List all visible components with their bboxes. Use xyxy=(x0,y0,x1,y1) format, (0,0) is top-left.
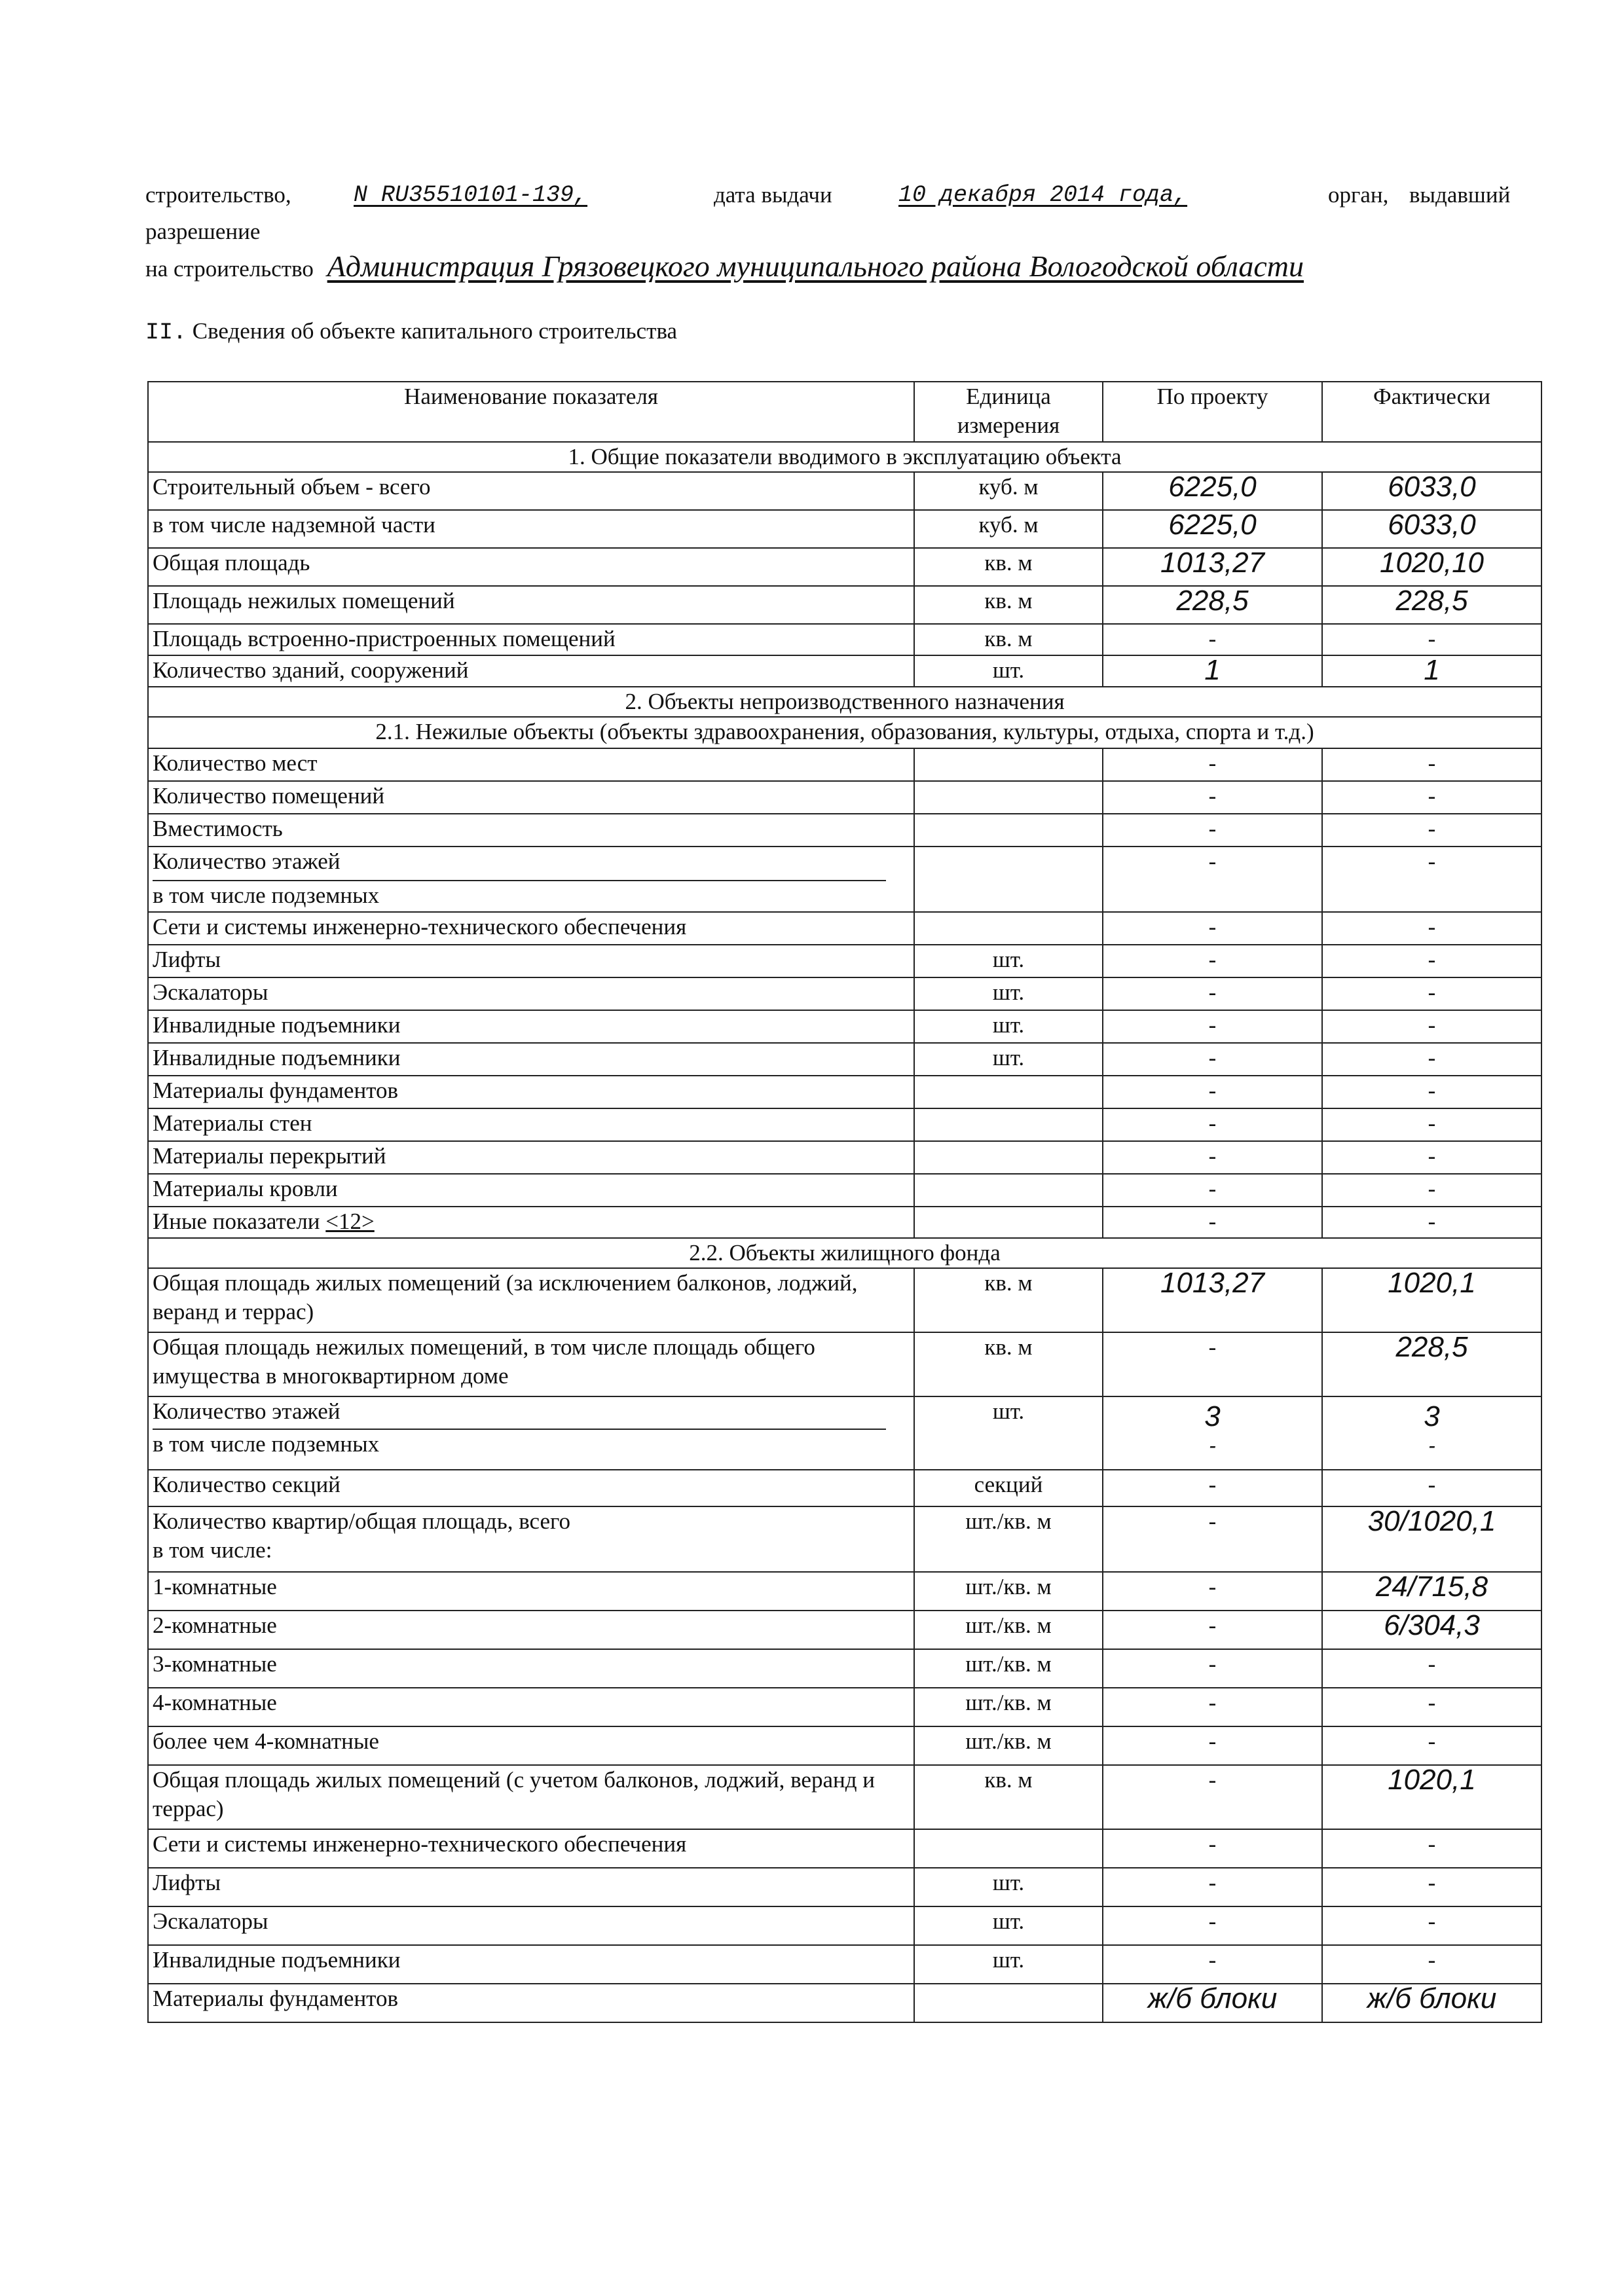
table-row xyxy=(148,1945,1541,1984)
table-row xyxy=(148,945,1541,977)
row-name: 1-комнатные xyxy=(148,1572,914,1611)
table-row xyxy=(148,1174,1541,1207)
row-name: Площадь нежилых помещений xyxy=(148,586,914,624)
table-row xyxy=(148,1649,1541,1688)
row-unit xyxy=(914,748,1103,781)
table-row xyxy=(148,912,1541,945)
table-header-row xyxy=(148,382,1541,442)
row-actual: 30/1020,1 xyxy=(1322,1506,1541,1572)
row-project: - xyxy=(1103,1829,1322,1868)
other-label: Иные показатели xyxy=(153,1209,320,1234)
row-name: Сети и системы инженерно-технического обеспечения xyxy=(148,1829,914,1868)
row-project: - xyxy=(1103,1506,1322,1572)
row-actual: - xyxy=(1322,1726,1541,1765)
row-unit: кв. м xyxy=(914,586,1103,624)
row-name: Количество секций xyxy=(148,1470,914,1506)
row-unit: шт./кв. м xyxy=(914,1611,1103,1649)
row-actual: - xyxy=(1322,912,1541,945)
row-project: - xyxy=(1103,1765,1322,1829)
table-row xyxy=(148,1906,1541,1945)
row-project: - xyxy=(1103,1906,1322,1945)
row-unit: шт. xyxy=(914,977,1103,1010)
row-project: - xyxy=(1103,624,1322,655)
row-actual: 228,5 xyxy=(1322,586,1541,624)
row-actual: 6033,0 xyxy=(1322,472,1541,510)
row-name: Инвалидные подъемники xyxy=(148,1043,914,1076)
section-roman: II. xyxy=(145,319,187,346)
row-actual: - xyxy=(1322,748,1541,781)
authority-name: Администрация Грязовецкого муниципального района Вологодской области xyxy=(327,249,1304,283)
row-name-line2: в том числе подземных xyxy=(153,883,380,908)
row-unit xyxy=(914,814,1103,847)
row-name-line1: Количество этажей xyxy=(153,847,886,881)
row-unit: шт./кв. м xyxy=(914,1688,1103,1726)
row-name-line1: Количество квартир/общая площадь, всего xyxy=(153,1508,570,1534)
table-row xyxy=(148,1076,1541,1108)
row-unit xyxy=(914,1174,1103,1207)
header-project: По проекту xyxy=(1103,382,1322,442)
row-actual: - xyxy=(1322,1076,1541,1108)
table-row xyxy=(148,586,1541,624)
row-actual: - xyxy=(1322,1470,1541,1506)
authority-prefix: на строительство xyxy=(145,256,314,282)
row-actual: - xyxy=(1322,1688,1541,1726)
header-actual: Фактически xyxy=(1322,382,1541,442)
row-name: Инвалидные подъемники xyxy=(148,1945,914,1984)
table-row xyxy=(148,655,1541,687)
permit-number: N RU35510101-139, xyxy=(354,182,588,208)
row-actual: - xyxy=(1322,847,1541,912)
table-row xyxy=(148,1984,1541,2022)
row-unit: шт. xyxy=(914,1945,1103,1984)
table-row xyxy=(148,748,1541,781)
row-name: Количество зданий, сооружений xyxy=(148,655,914,687)
row-name: Инвалидные подъемники xyxy=(148,1010,914,1043)
row-actual: - xyxy=(1322,1141,1541,1174)
row-unit: шт./кв. м xyxy=(914,1649,1103,1688)
table-row xyxy=(148,624,1541,655)
row-project: - xyxy=(1103,781,1322,814)
row-name: 4-комнатные xyxy=(148,1688,914,1726)
row-project: 6225,0 xyxy=(1103,472,1322,510)
row-name: более чем 4-комнатные xyxy=(148,1726,914,1765)
row-unit: кв. м xyxy=(914,548,1103,586)
row-project: - xyxy=(1103,1174,1322,1207)
row-name-line2: в том числе: xyxy=(153,1537,272,1563)
issue-date: 10 декабря 2014 года, xyxy=(898,182,1188,208)
row-project: - xyxy=(1103,1945,1322,1984)
section-2-1 xyxy=(148,717,1541,748)
row-unit: кв. м xyxy=(914,624,1103,655)
row-actual: - xyxy=(1322,1010,1541,1043)
row-name: Материалы фундаментов xyxy=(148,1076,914,1108)
table-row xyxy=(148,1141,1541,1174)
row-unit xyxy=(914,1829,1103,1868)
row-actual: - xyxy=(1322,1945,1541,1984)
row-project xyxy=(1103,1396,1322,1470)
row-actual: - xyxy=(1322,1868,1541,1906)
row-unit: кв. м xyxy=(914,1765,1103,1829)
table-row xyxy=(148,1043,1541,1076)
row-actual: 6/304,3 xyxy=(1322,1611,1541,1649)
row-name: Общая площадь xyxy=(148,548,914,586)
row-unit: куб. м xyxy=(914,472,1103,510)
table-row xyxy=(148,781,1541,814)
header-name: Наименование показателя xyxy=(148,382,914,442)
section-2-2 xyxy=(148,1238,1541,1268)
row-project: - xyxy=(1103,945,1322,977)
section-2 xyxy=(148,687,1541,717)
table-row xyxy=(148,472,1541,510)
section-title xyxy=(145,318,1539,346)
row-actual: 1020,10 xyxy=(1322,548,1541,586)
table-row xyxy=(148,1010,1541,1043)
row-project: - xyxy=(1103,1688,1322,1726)
table-row xyxy=(148,1726,1541,1765)
table-row xyxy=(148,814,1541,847)
table-row xyxy=(148,548,1541,586)
row-unit xyxy=(914,847,1103,912)
table-row xyxy=(148,1470,1541,1506)
row-actual: - xyxy=(1322,1174,1541,1207)
row-actual: 228,5 xyxy=(1322,1332,1541,1396)
authority-line xyxy=(145,249,1539,283)
row-unit: шт. xyxy=(914,945,1103,977)
permit-line xyxy=(145,182,1539,215)
table-row xyxy=(148,1207,1541,1238)
row-name xyxy=(148,1396,914,1470)
row-name: Материалы кровли xyxy=(148,1174,914,1207)
row-actual: - xyxy=(1322,814,1541,847)
row-project: - xyxy=(1103,1611,1322,1649)
row-unit xyxy=(914,1984,1103,2022)
row-unit xyxy=(914,912,1103,945)
row-project: - xyxy=(1103,814,1322,847)
row-actual: 1020,1 xyxy=(1322,1765,1541,1829)
row-name xyxy=(148,1207,914,1238)
table-row xyxy=(148,1829,1541,1868)
row-unit: шт. xyxy=(914,1906,1103,1945)
row-unit: шт./кв. м xyxy=(914,1506,1103,1572)
row-project: 1013,27 xyxy=(1103,548,1322,586)
row-project: - xyxy=(1103,1043,1322,1076)
row-name: Площадь встроенно-пристроенных помещений xyxy=(148,624,914,655)
row-project: - xyxy=(1103,748,1322,781)
row-project: - xyxy=(1103,1010,1322,1043)
row-name: Эскалаторы xyxy=(148,977,914,1010)
row-name: Эскалаторы xyxy=(148,1906,914,1945)
table-row xyxy=(148,1108,1541,1141)
row-name: Строительный объем - всего xyxy=(148,472,914,510)
header-unit: Единица измерения xyxy=(914,382,1103,442)
row-project: - xyxy=(1103,1726,1322,1765)
row-project: ж/б блоки xyxy=(1103,1984,1322,2022)
row-name-line1: Количество этажей xyxy=(153,1397,886,1430)
row-actual: - xyxy=(1322,1649,1541,1688)
row-actual: - xyxy=(1322,1108,1541,1141)
row-name: Материалы стен xyxy=(148,1108,914,1141)
table-row xyxy=(148,1396,1541,1470)
row-name xyxy=(148,1506,914,1572)
table-row xyxy=(148,1868,1541,1906)
row-actual xyxy=(1322,1396,1541,1470)
row-actual: 6033,0 xyxy=(1322,510,1541,548)
table-row xyxy=(148,1572,1541,1611)
row-unit: кв. м xyxy=(914,1268,1103,1332)
table-row xyxy=(148,1611,1541,1649)
row-name: 2-комнатные xyxy=(148,1611,914,1649)
row-name-line2: в том числе подземных xyxy=(153,1431,380,1457)
table-row xyxy=(148,1506,1541,1572)
row-project: - xyxy=(1103,1572,1322,1611)
row-project: - xyxy=(1103,1649,1322,1688)
table-row xyxy=(148,1688,1541,1726)
row-name: Общая площадь жилых помещений (за исключением балконов, лоджий, веранд и террас) xyxy=(148,1268,914,1332)
row-actual: ж/б блоки xyxy=(1322,1984,1541,2022)
row-unit: шт. xyxy=(914,655,1103,687)
row-name: Вместимость xyxy=(148,814,914,847)
row-project: - xyxy=(1103,912,1322,945)
row-unit: куб. м xyxy=(914,510,1103,548)
row-actual: - xyxy=(1322,1043,1541,1076)
row-project: - xyxy=(1103,977,1322,1010)
row-unit: секций xyxy=(914,1470,1103,1506)
row-name: Сети и системы инженерно-технического обеспечения xyxy=(148,912,914,945)
table-row xyxy=(148,510,1541,548)
table-row xyxy=(148,1332,1541,1396)
row-project: - xyxy=(1103,1108,1322,1141)
row-unit: шт. xyxy=(914,1010,1103,1043)
row-unit xyxy=(914,781,1103,814)
row-project: 1 xyxy=(1103,655,1322,687)
row-actual: - xyxy=(1322,1829,1541,1868)
table-row xyxy=(148,847,1541,912)
table-body xyxy=(148,442,1541,2022)
row-name xyxy=(148,847,914,912)
row-name: Лифты xyxy=(148,945,914,977)
row-actual: - xyxy=(1322,624,1541,655)
section-2-2-title: 2.2. Объекты жилищного фонда xyxy=(148,1238,1541,1268)
floors-actual: 3 xyxy=(1424,1400,1440,1432)
row-project: - xyxy=(1103,1868,1322,1906)
row-unit: шт. xyxy=(914,1043,1103,1076)
authority-label-2: выдавший xyxy=(1409,182,1511,208)
row-name: Материалы перекрытий xyxy=(148,1141,914,1174)
row-project: - xyxy=(1103,1332,1322,1396)
underground-project: - xyxy=(1209,1434,1216,1457)
row-name: Общая площадь жилых помещений (с учетом балконов, лоджий, веранд и террас) xyxy=(148,1765,914,1829)
row-project: - xyxy=(1103,1141,1322,1174)
row-project: - xyxy=(1103,1076,1322,1108)
row-unit xyxy=(914,1141,1103,1174)
row-name: Материалы фундаментов xyxy=(148,1984,914,2022)
row-name: Количество помещений xyxy=(148,781,914,814)
section-title-text: Сведения об объекте капитального строительства xyxy=(192,318,678,344)
row-actual: - xyxy=(1322,781,1541,814)
section-2-1-title: 2.1. Нежилые объекты (объекты здравоохранения, образования, культуры, отдыха, спорта и т.д.) xyxy=(148,717,1541,748)
row-name: Количество мест xyxy=(148,748,914,781)
row-unit: шт. xyxy=(914,1868,1103,1906)
footnote-link[interactable]: <12> xyxy=(325,1209,375,1234)
row-name: 3-комнатные xyxy=(148,1649,914,1688)
floors-project: 3 xyxy=(1204,1400,1221,1432)
row-unit xyxy=(914,1207,1103,1238)
row-unit: шт. xyxy=(914,1396,1103,1470)
row-actual: 1020,1 xyxy=(1322,1268,1541,1332)
section-2-title: 2. Объекты непроизводственного назначения xyxy=(148,687,1541,717)
row-actual: - xyxy=(1322,977,1541,1010)
row-project: - xyxy=(1103,1470,1322,1506)
row-actual: 1 xyxy=(1322,655,1541,687)
row-unit: кв. м xyxy=(914,1332,1103,1396)
row-actual: - xyxy=(1322,1207,1541,1238)
row-unit: шт./кв. м xyxy=(914,1726,1103,1765)
row-unit xyxy=(914,1108,1103,1141)
underground-actual: - xyxy=(1428,1434,1435,1457)
authority-label: орган, xyxy=(1328,182,1389,208)
row-actual: 24/715,8 xyxy=(1322,1572,1541,1611)
table-row xyxy=(148,1268,1541,1332)
section-1-title: 1. Общие показатели вводимого в эксплуатацию объекта xyxy=(148,442,1541,472)
row-project: - xyxy=(1103,1207,1322,1238)
row-unit: шт./кв. м xyxy=(914,1572,1103,1611)
row-actual: - xyxy=(1322,945,1541,977)
row-project: 6225,0 xyxy=(1103,510,1322,548)
row-name: Лифты xyxy=(148,1868,914,1906)
table-row xyxy=(148,977,1541,1010)
row-actual: - xyxy=(1322,1906,1541,1945)
row-project: - xyxy=(1103,847,1322,912)
row-unit xyxy=(914,1076,1103,1108)
object-info-table xyxy=(147,381,1542,2023)
table-row xyxy=(148,1765,1541,1829)
permit-prefix: строительство, xyxy=(145,182,291,208)
issue-label: дата выдачи xyxy=(714,182,832,208)
row-project: 228,5 xyxy=(1103,586,1322,624)
row-project: 1013,27 xyxy=(1103,1268,1322,1332)
permit-line-2: разрешение xyxy=(145,219,261,244)
row-name: в том числе надземной части xyxy=(148,510,914,548)
section-1 xyxy=(148,442,1541,472)
row-name: Общая площадь нежилых помещений, в том числе площадь общего имущества в многоквартирном доме xyxy=(148,1332,914,1396)
